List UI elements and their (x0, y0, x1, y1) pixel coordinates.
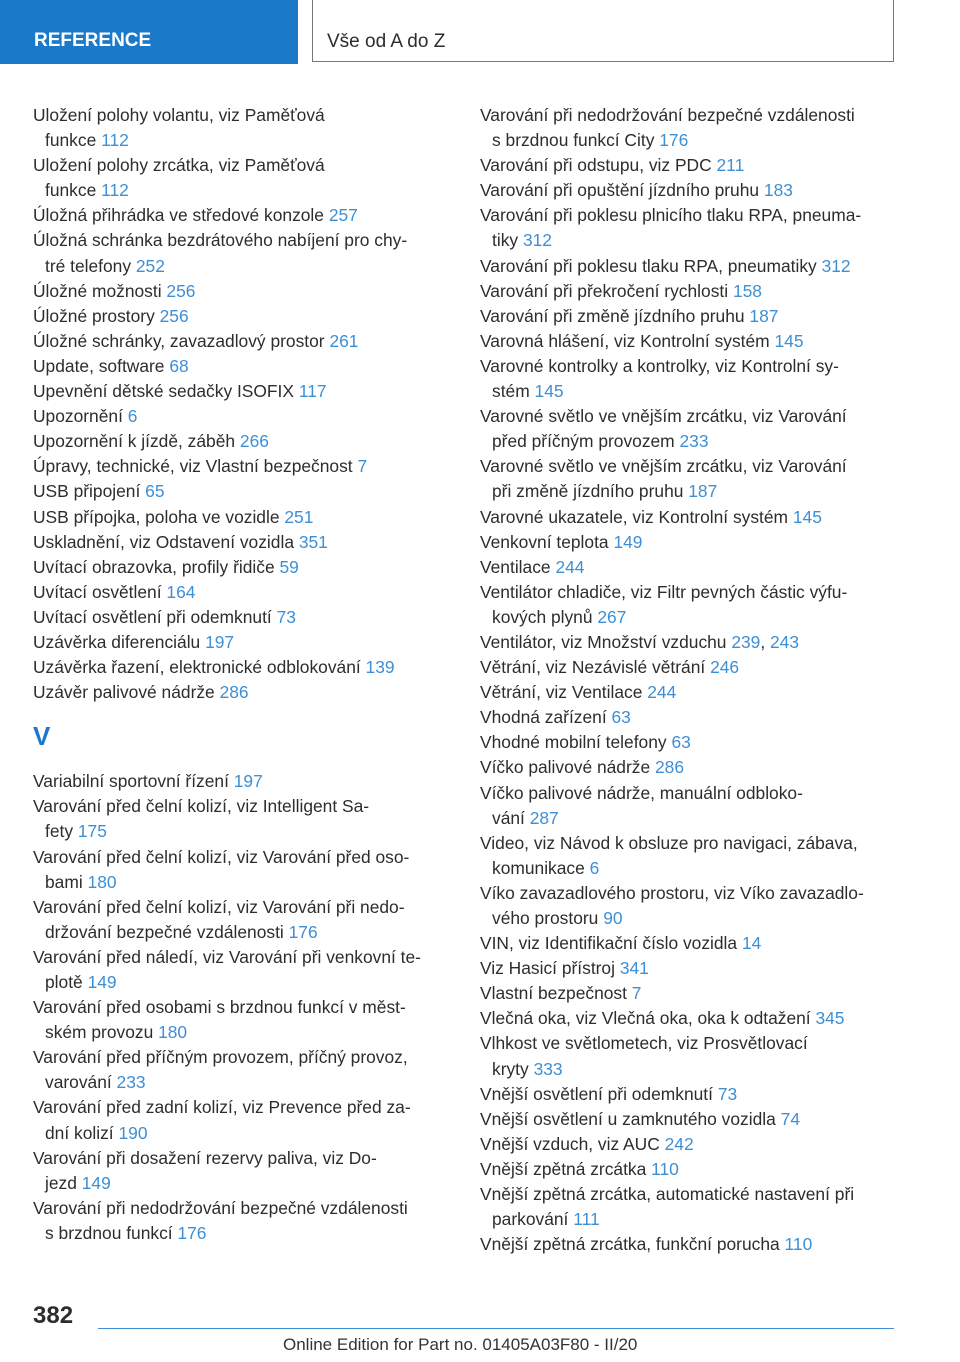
index-entry (480, 1107, 900, 1132)
index-entry-text: Víčko palivové nádrže (480, 757, 651, 778)
index-entry (33, 228, 453, 278)
chapter-title-box (312, 0, 894, 62)
index-entry-text: Varování při poklesu tlaku RPA, pneumatiky (480, 255, 817, 276)
index-entry-text: Větrání, viz Nezávislé větrání (480, 657, 706, 678)
page-reference-link[interactable]: 190 (118, 1122, 148, 1143)
index-entry-text: Vlečná oka, viz Vlečná oka, oka k odtažení (480, 1008, 811, 1029)
index-entry-text: Vlastní bezpečnost (480, 983, 627, 1004)
index-entry (480, 279, 900, 304)
index-entry (480, 1232, 900, 1257)
page-reference-link[interactable]: 7 (357, 456, 368, 477)
page-reference-link[interactable]: 242 (664, 1133, 694, 1154)
index-entry (33, 1146, 453, 1196)
index-entry-text: s brzdnou funkcí City (492, 130, 655, 151)
index-entry (480, 781, 900, 831)
page-reference-link[interactable]: 211 (716, 155, 745, 176)
page-reference-link[interactable]: 286 (654, 757, 684, 778)
index-entry (33, 505, 453, 530)
index-entry-text: Uvítací osvětlení při odemknutí (33, 606, 272, 627)
index-entry-text: Ventilace (480, 556, 551, 577)
page-reference-link[interactable]: 256 (159, 305, 189, 326)
page-reference-link[interactable]: 145 (534, 381, 564, 402)
index-entry (33, 995, 453, 1045)
index-entry-text: Varování při nedodržování bezpečné vzdálenosti (480, 105, 855, 125)
page-reference-link[interactable]: 345 (815, 1008, 845, 1029)
index-entry (33, 794, 453, 844)
index-entry-text: stém (492, 381, 530, 402)
index-entry (480, 505, 900, 530)
index-entry (33, 103, 453, 153)
chapter-title: Vše od A do Z (327, 31, 446, 52)
index-entry-text: vání (492, 807, 525, 828)
index-column-right (480, 103, 900, 1257)
index-entry-text: funkce (45, 130, 97, 151)
index-entry-text: Varování při opuštění jízdního pruhu (480, 180, 760, 201)
index-entry (33, 769, 453, 794)
index-entry-text: Vlhkost ve světlometech, viz Prosvětlovací (480, 1033, 808, 1054)
page-reference-link[interactable]: 187 (749, 305, 779, 326)
index-entry-text: ském provozu (45, 1022, 154, 1043)
index-entry (480, 956, 900, 981)
index-entry-text: Vnější zpětná zrcátka, funkční porucha (480, 1234, 780, 1255)
page-reference-link[interactable]: 65 (145, 481, 165, 502)
index-entry (33, 530, 453, 555)
page-reference-link[interactable]: 7 (631, 983, 642, 1004)
page-reference-link[interactable]: 90 (603, 908, 623, 928)
page-reference-link[interactable]: 233 (116, 1072, 146, 1093)
page-reference-link[interactable]: 112 (101, 180, 129, 201)
index-entry-text: Úložná schránka bezdrátového nabíjení pro chy- (33, 230, 408, 251)
index-entry (480, 1132, 900, 1157)
page-reference-link[interactable]: 246 (710, 657, 740, 678)
page-reference-link[interactable]: 244 (647, 682, 677, 703)
index-entry (480, 103, 900, 153)
index-entry-text: Vnější zpětná zrcátka, automatické nastavení při (480, 1184, 855, 1205)
index-entry-text: Ventilátor chladiče, viz Filtr pevných částic výfu- (480, 581, 848, 602)
page-reference-link[interactable]: 164 (166, 581, 196, 602)
index-entry-text: Varování při odstupu, viz PDC (480, 155, 712, 176)
index-entry-text: Venkovní teplota (480, 531, 609, 552)
index-entry-text: Varování před čelní kolizí, viz Varování při nedo- (33, 896, 405, 917)
index-entry (480, 178, 900, 203)
footer-edition: Online Edition for Part no. 01405A03F80 - II/20 (283, 1335, 638, 1354)
page-reference-link[interactable]: 63 (671, 732, 691, 753)
page-reference-link[interactable]: 149 (81, 1172, 111, 1193)
index-entry-text: Video, viz Návod k obsluze pro navigaci, zábava, (480, 832, 858, 853)
index-entry (33, 680, 453, 705)
index-entry-text: plotě (45, 972, 83, 992)
index-entry (33, 203, 453, 228)
index-entry-text: Uvítací obrazovka, profily řidiče (33, 556, 275, 577)
page-reference-link[interactable]: 267 (597, 606, 627, 627)
index-entry-text: Vnější vzduch, viz AUC (480, 1133, 660, 1154)
page-reference-link[interactable]: 180 (158, 1022, 188, 1043)
index-entry-text: vého prostoru (492, 908, 599, 928)
index-entry (480, 454, 900, 504)
index-entry-text: komunikace (492, 857, 585, 878)
page-reference-link[interactable]: 74 (780, 1108, 800, 1129)
page-reference-link[interactable]: 68 (169, 355, 189, 376)
index-entry-text: Varování před zadní kolizí, viz Prevence před za- (33, 1097, 411, 1118)
index-entry (33, 329, 453, 354)
index-entry-text: Uzávěr palivové nádrže (33, 682, 215, 703)
index-entry-text: Varování při změně jízdního pruhu (480, 305, 745, 326)
index-entry (33, 845, 453, 895)
page-reference-link[interactable]: 111 (573, 1209, 600, 1230)
page-reference-link[interactable]: 180 (87, 871, 117, 892)
index-entry-text: varování (45, 1072, 112, 1093)
index-entry (480, 530, 900, 555)
index-entry-text: dní kolizí (45, 1122, 114, 1143)
page-reference-link[interactable]: 252 (135, 255, 165, 276)
page-reference-link[interactable]: 257 (328, 205, 358, 226)
page-number: 382 (33, 1302, 74, 1329)
index-entry-text: Vhodné mobilní telefony (480, 732, 667, 753)
page-reference-link[interactable]: 112 (101, 130, 129, 151)
index-entry (480, 705, 900, 730)
index-entry-text: držování bezpečné vzdálenosti (45, 921, 284, 942)
index-entry (480, 1031, 900, 1081)
page-reference-link[interactable]: 187 (688, 481, 718, 502)
index-entry-text: Úložné možnosti (33, 280, 162, 301)
footer-divider (98, 1328, 894, 1329)
index-entry (33, 555, 453, 580)
index-entry (480, 730, 900, 755)
index-entry-text: kryty (492, 1058, 529, 1079)
index-entry-text: Víčko palivové nádrže, manuální odbloko- (480, 782, 803, 803)
index-entry-text: Varovné světlo ve vnějším zrcátku, viz Varování (480, 456, 847, 477)
page-reference-link[interactable]: 63 (611, 707, 631, 728)
page-reference-link[interactable]: 149 (87, 972, 117, 992)
index-entry (480, 755, 900, 780)
page-reference-link[interactable]: 158 (732, 280, 762, 301)
index-entry (33, 279, 453, 304)
index-entry (33, 1045, 453, 1095)
index-entry-text: Varování při dosažení rezervy paliva, viz Do- (33, 1147, 377, 1168)
index-entry (33, 895, 453, 945)
index-entry-text: Varování před náledí, viz Varování při venkovní te- (33, 946, 421, 967)
index-entry-text: Varování při nedodržování bezpečné vzdálenosti (33, 1197, 408, 1218)
page-reference-link[interactable]: 287 (529, 807, 559, 828)
index-entry-text: Vhodná zařízení (480, 707, 607, 728)
index-entry (480, 555, 900, 580)
index-entry-text: Variabilní sportovní řízení (33, 771, 229, 792)
page-reference-link[interactable]: 73 (717, 1083, 738, 1104)
index-entry-text: parkování (492, 1209, 569, 1230)
page-reference-link[interactable]: 176 (288, 921, 318, 942)
page-reference-link[interactable]: 176 (177, 1222, 207, 1243)
page-reference-link[interactable]: 351 (298, 531, 328, 552)
index-entry (480, 304, 900, 329)
page-reference-link[interactable]: 239 (731, 631, 761, 652)
index-entry-text: Varovné ukazatele, viz Kontrolní systém (480, 506, 789, 527)
page-reference-link[interactable]: 176 (659, 130, 689, 151)
page-reference-link[interactable]: 14 (741, 933, 762, 954)
page-reference-link[interactable]: 244 (555, 556, 585, 577)
page-reference-link[interactable]: 149 (613, 531, 643, 552)
index-entry-text: Ventilátor, viz Množství vzduchu (480, 631, 727, 652)
index-entry-text: Uzávěrka diferenciálu (33, 631, 201, 652)
page-reference-link[interactable]: 286 (219, 682, 249, 703)
page-reference-link[interactable]: 333 (533, 1058, 563, 1079)
section-label: REFERENCE (34, 30, 152, 51)
page-reference-link[interactable]: 183 (763, 180, 793, 201)
index-entry-text: Uložení polohy volantu, viz Paměťová (33, 105, 325, 125)
index-entry (33, 404, 453, 429)
page-reference-link[interactable]: 6 (589, 857, 600, 878)
index-entry (33, 605, 453, 630)
page-reference-link[interactable]: 139 (365, 657, 395, 678)
page-reference-link[interactable]: 256 (166, 280, 196, 301)
index-entry-text: Upozornění (33, 406, 123, 427)
index-entry (33, 304, 453, 329)
page-reference-link[interactable]: 261 (329, 330, 359, 351)
index-entry-text: USB připojení (33, 481, 141, 502)
index-entry-text: USB přípojka, poloha ve vozidle (33, 506, 280, 527)
index-entry-text: tré telefony (45, 255, 132, 276)
page-reference-link[interactable]: 175 (77, 821, 107, 842)
index-entry (33, 354, 453, 379)
index-entry (480, 881, 900, 931)
index-letter-heading: V (33, 721, 51, 752)
index-entry (33, 153, 453, 203)
page-reference-link[interactable]: 145 (792, 506, 822, 527)
index-entry-text: Update, software (33, 355, 165, 376)
index-entry-text: Varovné světlo ve vnějším zrcátku, viz Varování (480, 406, 847, 427)
index-entry-text: Úpravy, technické, viz Vlastní bezpečnost (33, 456, 353, 477)
index-column-left (33, 103, 453, 1246)
index-entry-text: Viz Hasicí přístroj (480, 958, 615, 979)
page-reference-link[interactable]: 117 (298, 381, 327, 402)
index-entry-text: Vnější zpětná zrcátka (480, 1158, 647, 1179)
index-entry-text: Varování před čelní kolizí, viz Intelligent Sa- (33, 796, 370, 817)
index-entry (33, 580, 453, 605)
index-entry-text: bami (45, 871, 83, 892)
index-entry-text: jezd (45, 1172, 77, 1193)
index-entry-text: Uskladnění, viz Odstavení vozidla (33, 531, 294, 552)
index-entry (33, 1196, 453, 1246)
index-entry (33, 379, 453, 404)
index-entry (480, 354, 900, 404)
index-entry-text: Vnější osvětlení u zamknutého vozidla (480, 1108, 776, 1129)
index-entry (480, 329, 900, 354)
page-reference-link[interactable]: 6 (127, 406, 138, 427)
index-entry-text: Uložení polohy zrcátka, viz Paměťová (33, 155, 325, 176)
index-entry-text: Upevnění dětské sedačky ISOFIX (33, 381, 294, 402)
index-entry (33, 630, 453, 655)
index-entry-text: Úložná přihrádka ve středové konzole (33, 205, 324, 226)
index-entry-text: Varování při překročení rychlosti (480, 280, 729, 301)
index-entry (480, 580, 900, 630)
index-entry-text: VIN, viz Identifikační číslo vozidla (480, 933, 738, 954)
index-entry (480, 1157, 900, 1182)
index-entry (480, 404, 900, 454)
page-reference-link[interactable]: 197 (205, 631, 235, 652)
page-reference-link[interactable]: 266 (239, 431, 269, 452)
index-entry-text: kových plynů (492, 606, 593, 627)
index-entry-text: Varovné kontrolky a kontrolky, viz Kontrolní sy- (480, 355, 839, 376)
page-reference-link[interactable]: 243 (770, 631, 800, 652)
index-entry-text: funkce (45, 180, 97, 201)
index-entry (480, 1182, 900, 1232)
page-reference-link[interactable]: 312 (821, 255, 851, 276)
page-reference-link[interactable]: 145 (774, 330, 804, 351)
page-reference-link[interactable]: 110 (784, 1234, 813, 1255)
index-entry (33, 945, 453, 995)
index-entry-text: Varování při poklesu plnicího tlaku RPA, pneuma- (480, 205, 862, 226)
page-reference-link[interactable]: 73 (276, 606, 296, 627)
index-entry-text: Větrání, viz Ventilace (480, 682, 643, 703)
page-reference-link[interactable]: 341 (619, 958, 649, 979)
index-entry (480, 655, 900, 680)
index-entry (480, 203, 900, 253)
page-reference-link[interactable]: 251 (284, 506, 314, 527)
index-entry (480, 981, 900, 1006)
index-entry-text: Vnější osvětlení při odemknutí (480, 1083, 713, 1104)
index-entry (33, 429, 453, 454)
index-entry-text: Uvítací osvětlení (33, 581, 162, 602)
index-entry (33, 479, 453, 504)
index-entry-text: Varování před čelní kolizí, viz Varování před oso- (33, 846, 410, 867)
index-entry (480, 831, 900, 881)
index-entry-text: Úložné schránky, zavazadlový prostor (33, 330, 325, 351)
page-reference-link[interactable]: 197 (233, 771, 263, 792)
index-entry-text: Varování před osobami s brzdnou funkcí v měst- (33, 997, 406, 1018)
page-reference-link[interactable]: 110 (651, 1158, 679, 1179)
page-reference-link[interactable]: 59 (279, 556, 299, 577)
index-entry-text: fety (45, 821, 74, 842)
index-entry-text: tiky (492, 230, 519, 251)
index-entry-text: Víko zavazadlového prostoru, viz Víko zavazadlo- (480, 882, 864, 903)
index-entry (33, 1095, 453, 1145)
index-entry (480, 153, 900, 178)
index-entry (480, 254, 900, 279)
index-entry-text: s brzdnou funkcí (45, 1222, 173, 1243)
index-entry (480, 1082, 900, 1107)
index-entry-text: Úložné prostory (33, 305, 155, 326)
index-entry-text: Upozornění k jízdě, záběh (33, 431, 236, 452)
index-entry (480, 931, 900, 956)
index-entry-text: Varování před příčným provozem, příčný provoz, (33, 1047, 408, 1068)
index-entry-text: Varovná hlášení, viz Kontrolní systém (480, 330, 770, 351)
index-entry-text: Uzávěrka řazení, elektronické odblokování (33, 657, 361, 678)
page-reference-link[interactable]: 233 (679, 431, 709, 452)
index-entry-text: při změně jízdního pruhu (492, 481, 684, 502)
index-entry (480, 680, 900, 705)
index-entry (33, 454, 453, 479)
index-entry: Ventilátor, viz Množství vzduchu 239, 243 (480, 631, 800, 652)
index-entry (480, 1006, 900, 1031)
page-reference-link[interactable]: 312 (522, 230, 552, 251)
index-entry-text: před příčným provozem (492, 431, 675, 452)
index-entry (33, 655, 453, 680)
section-tab (0, 0, 298, 64)
